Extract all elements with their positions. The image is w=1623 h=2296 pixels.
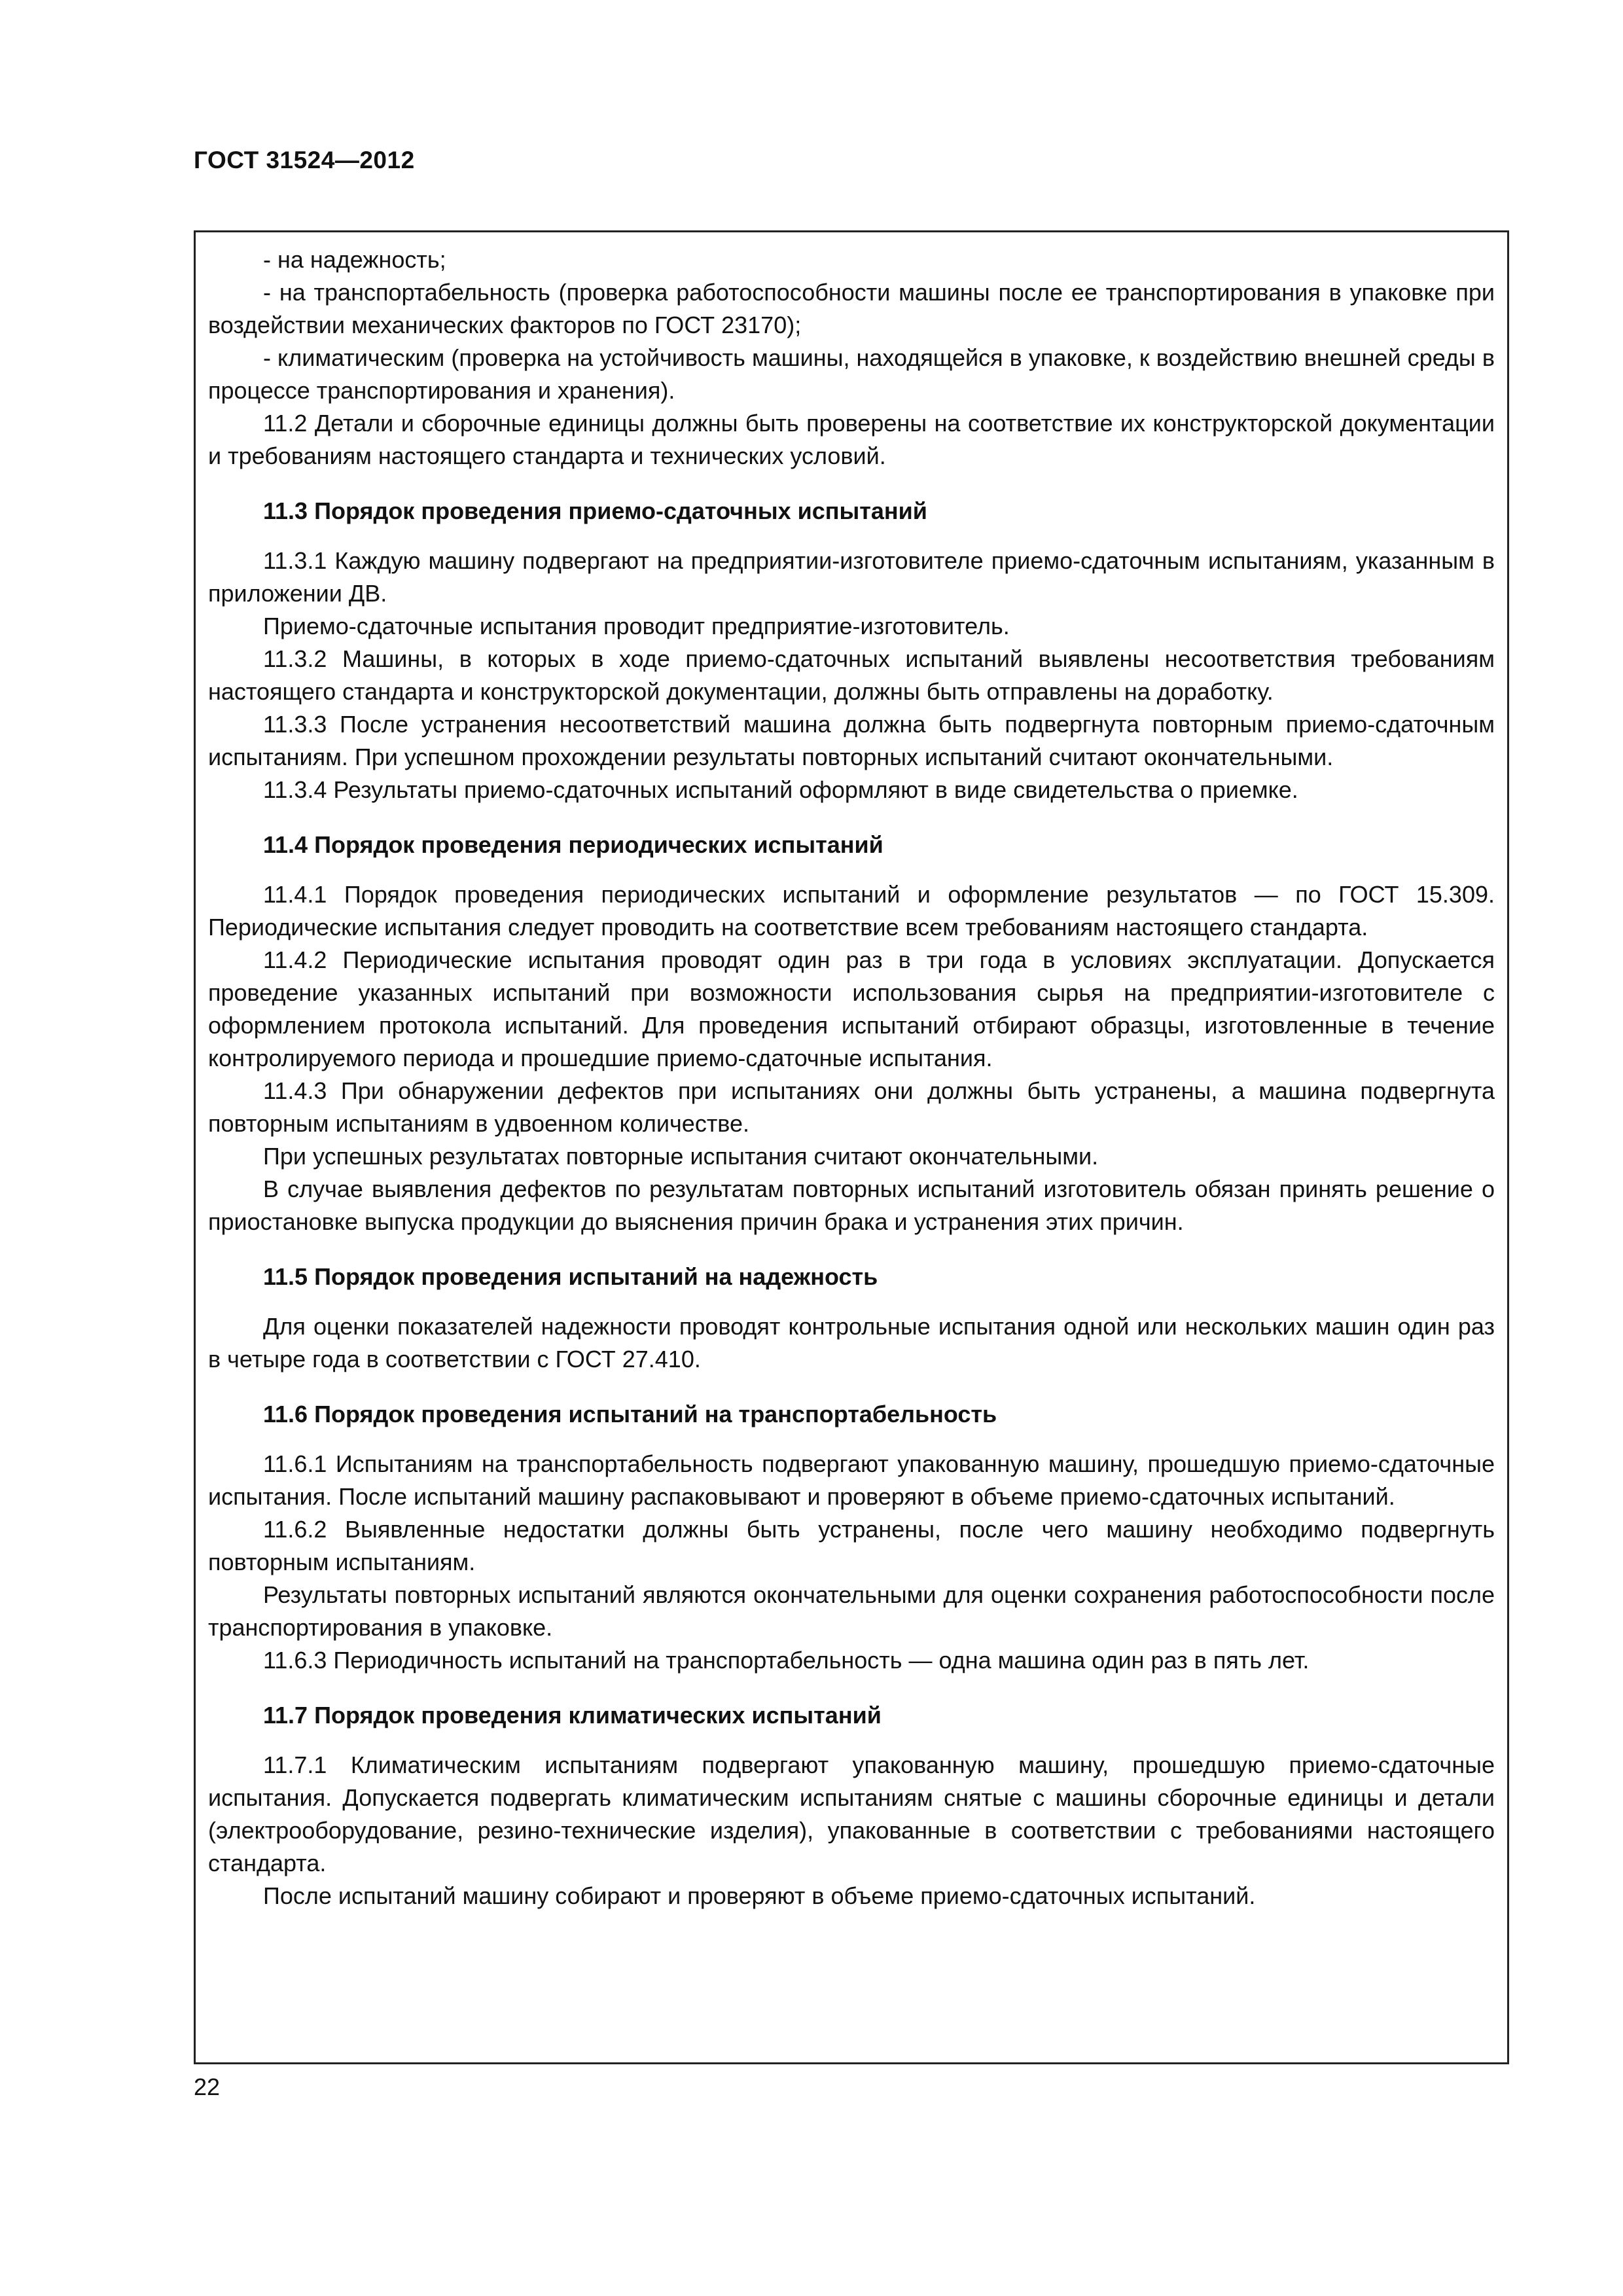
page-number: 22 bbox=[194, 2073, 221, 2100]
paragraph: Приемо-сдаточные испытания проводит предприятие-изготовитель. bbox=[263, 613, 1010, 639]
paragraph: В случае выявления дефектов по результатам повторных испытаний изготовитель обязан принять решение о приостановке выпуска продукции до выяснения причин брака и устранения этих причин. bbox=[208, 1175, 1495, 1235]
paragraph: 11.2 Детали и сборочные единицы должны быть проверены на соответствие их конструкторской документации и требованиям настоящего стандарта и технических условий. bbox=[208, 410, 1495, 469]
paragraph: 11.6.3 Периодичность испытаний на транспортабельность — одна машина один раз в пять лет. bbox=[263, 1647, 1310, 1674]
paragraph: 11.4.2 Периодические испытания проводят один раз в три года в условиях эксплуатации. Допускается проведение указанных испытаний при возможности использования сырья на предприятии-изготовителе с оформлением протокола испытаний. Для проведения испытаний отбирают образцы, изготовленные в течение контролируемого периода и прошедшие приемо-сдаточные испытания. bbox=[208, 946, 1495, 1071]
paragraph: При успешных результатах повторные испытания считают окончательными. bbox=[263, 1143, 1099, 1170]
paragraph: 11.6.1 Испытаниям на транспортабельность подвергают упакованную машину, прошедшую приемо-сдаточные испытания. После испытаний машину распаковывают и проверяют в объеме приемо-сдаточных испытаний. bbox=[208, 1450, 1495, 1510]
paragraph: 11.3.1 Каждую машину подвергают на предприятии-изготовителе приемо-сдаточным испытаниям, указанным в приложении ДВ. bbox=[208, 547, 1495, 607]
paragraph: 11.3.2 Машины, в которых в ходе приемо-сдаточных испытаний выявлены несоответствия требованиям настоящего стандарта и конструкторской документации, должны быть отправлены на доработку. bbox=[208, 645, 1495, 705]
section-heading-11-7: 11.7 Порядок проведения климатических испытаний bbox=[263, 1702, 882, 1729]
section-heading-11-4: 11.4 Порядок проведения периодических испытаний bbox=[263, 831, 883, 858]
section-heading-11-3: 11.3 Порядок проведения приемо-сдаточных испытаний bbox=[263, 497, 927, 524]
paragraph: - на транспортабельность (проверка работоспособности машины после ее транспортирования в упаковке при воздействии механических факторов по ГОСТ 23170); bbox=[208, 279, 1495, 338]
paragraph: - на надежность; bbox=[263, 246, 446, 273]
paragraph: Для оценки показателей надежности проводят контрольные испытания одной или нескольких машин один раз в четыре года в соответствии с ГОСТ 27.410. bbox=[208, 1313, 1495, 1372]
paragraph: - климатическим (проверка на устойчивость машины, находящейся в упаковке, к воздействию внешней среды в процессе транспортирования и хранения). bbox=[208, 344, 1495, 404]
paragraph: 11.4.1 Порядок проведения периодических испытаний и оформление результатов — по ГОСТ 15.309. Периодические испытания следует проводить на соответствие всем требованиям настоящего стандарта. bbox=[208, 881, 1495, 941]
paragraph: 11.3.4 Результаты приемо-сдаточных испытаний оформляют в виде свидетельства о приемке. bbox=[263, 776, 1298, 803]
paragraph: После испытаний машину собирают и проверяют в объеме приемо-сдаточных испытаний. bbox=[263, 1882, 1256, 1909]
paragraph: 11.6.2 Выявленные недостатки должны быть устранены, после чего машину необходимо подвергнуть повторным испытаниям. bbox=[208, 1516, 1495, 1575]
paragraph: 11.3.3 После устранения несоответствий машина должна быть подвергнута повторным приемо-сдаточным испытаниям. При успешном прохождении результаты повторных испытаний считают окончательными. bbox=[208, 711, 1495, 770]
paragraph: 11.4.3 При обнаружении дефектов при испытаниях они должны быть устранены, а машина подвергнута повторным испытаниям в удвоенном количестве. bbox=[208, 1077, 1495, 1137]
document-code: ГОСТ 31524—2012 bbox=[194, 147, 415, 173]
paragraph: Результаты повторных испытаний являются окончательными для оценки сохранения работоспособности после транспортирования в упаковке. bbox=[208, 1581, 1495, 1641]
document-body bbox=[208, 243, 1495, 1912]
paragraph: 11.7.1 Климатическим испытаниям подвергают упакованную машину, прошедшую приемо-сдаточные испытания. Допускается подвергать климатическим испытаниям снятые с машины сборочные единицы и детали (электрооборудование, резино-технические изделия), упакованные в соответствии с требованиями настоящего стандарта. bbox=[208, 1751, 1495, 1876]
section-heading-11-6: 11.6 Порядок проведения испытаний на транспортабельность bbox=[263, 1401, 997, 1427]
section-heading-11-5: 11.5 Порядок проведения испытаний на надежность bbox=[263, 1263, 878, 1290]
